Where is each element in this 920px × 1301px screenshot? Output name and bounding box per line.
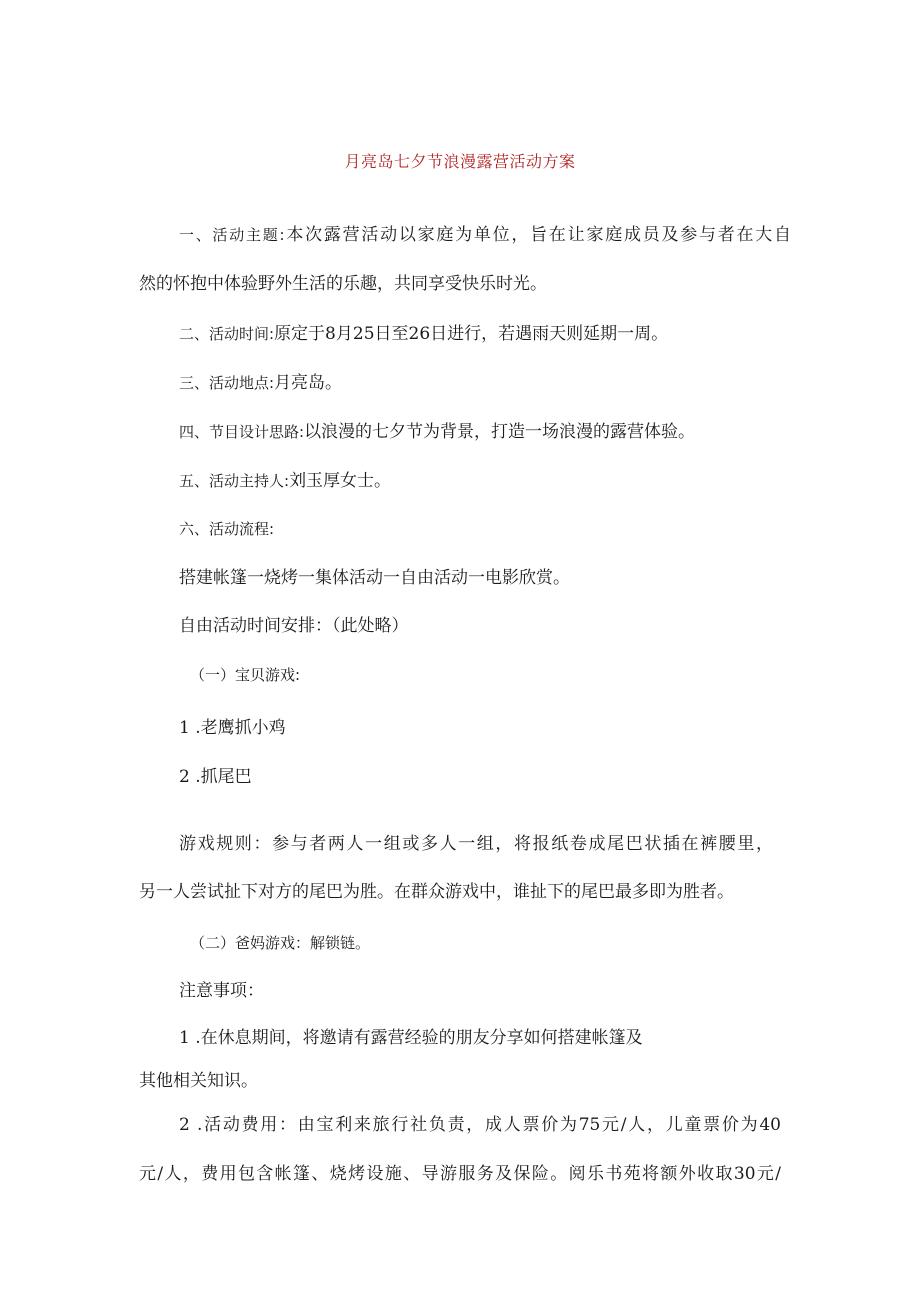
note-2-line-1: 2 .活动费用：由宝利来旅行社负责，成人票价为75元/人，儿童票价为40: [179, 1115, 781, 1135]
section-3: [179, 371, 342, 395]
section-1-text-a: 本次露营活动以家庭为单位，旨在让家庭成员及参与者在大自: [284, 225, 791, 245]
section-1-line-1: [179, 223, 791, 247]
free-time-schedule: 自由活动时间安排：（此处略）: [179, 616, 409, 636]
note-2-line-2: 元/人，费用包含帐篷、烧烤设施、导游服务及保险。阅乐书苑将额外收取30元/: [139, 1164, 781, 1184]
section-1-line-2: 然的怀抱中体验野外生活的乐趣，共同享受快乐时光。: [139, 274, 547, 294]
section-2: [179, 322, 668, 346]
section-4-label: 四、节目设计思路:: [179, 423, 305, 441]
game-rules-line-2: 另一人尝试扯下对方的尾巴为胜。在群众游戏中，谁扯下的尾巴最多即为胜者。: [139, 882, 734, 902]
section-5: [179, 469, 391, 493]
section-2-text: 原定于8月25日至26日进行，若遇雨天则延期一周。: [274, 324, 669, 344]
game-item-2: 2 .抓尾巴: [179, 767, 252, 787]
section-2-label: 二、活动时间:: [179, 325, 275, 343]
note-1-line-2: 其他相关知识。: [139, 1071, 258, 1091]
section-3-label: 三、活动地点:: [179, 374, 275, 392]
section-5-label: 五、活动主持人:: [179, 472, 290, 490]
section-4-text: 以浪漫的七夕节为背景，打造一场浪漫的露营体验。: [304, 422, 696, 442]
section-6-label: 六、活动流程:: [179, 520, 275, 538]
section-4: [179, 420, 695, 444]
game-item-1: 1 .老鹰抓小鸡: [179, 718, 286, 738]
parents-games-heading: （二）爸妈游戏：解锁链。: [190, 934, 371, 952]
game-rules-line-1: 游戏规则：参与者两人一组或多人一组，将报纸卷成尾巴状插在裤腰里，: [179, 834, 773, 854]
notes-heading: 注意事项：: [179, 981, 264, 1001]
note-1-line-1: 1 .在休息期间，将邀请有露营经验的朋友分享如何搭建帐篷及: [179, 1028, 643, 1048]
section-1-label: 一、活动主题:: [179, 226, 285, 244]
kids-games-heading: （一）宝贝游戏:: [190, 666, 301, 684]
document-title: 月亮岛七夕节浪漫露营活动方案: [344, 152, 576, 171]
section-3-text: 月亮岛。: [274, 373, 343, 393]
section-5-text: 刘玉厚女士。: [289, 471, 392, 491]
activity-flow: 搭建帐篷一烧烤一集体活动一自由活动一电影欣赏。: [179, 568, 570, 588]
